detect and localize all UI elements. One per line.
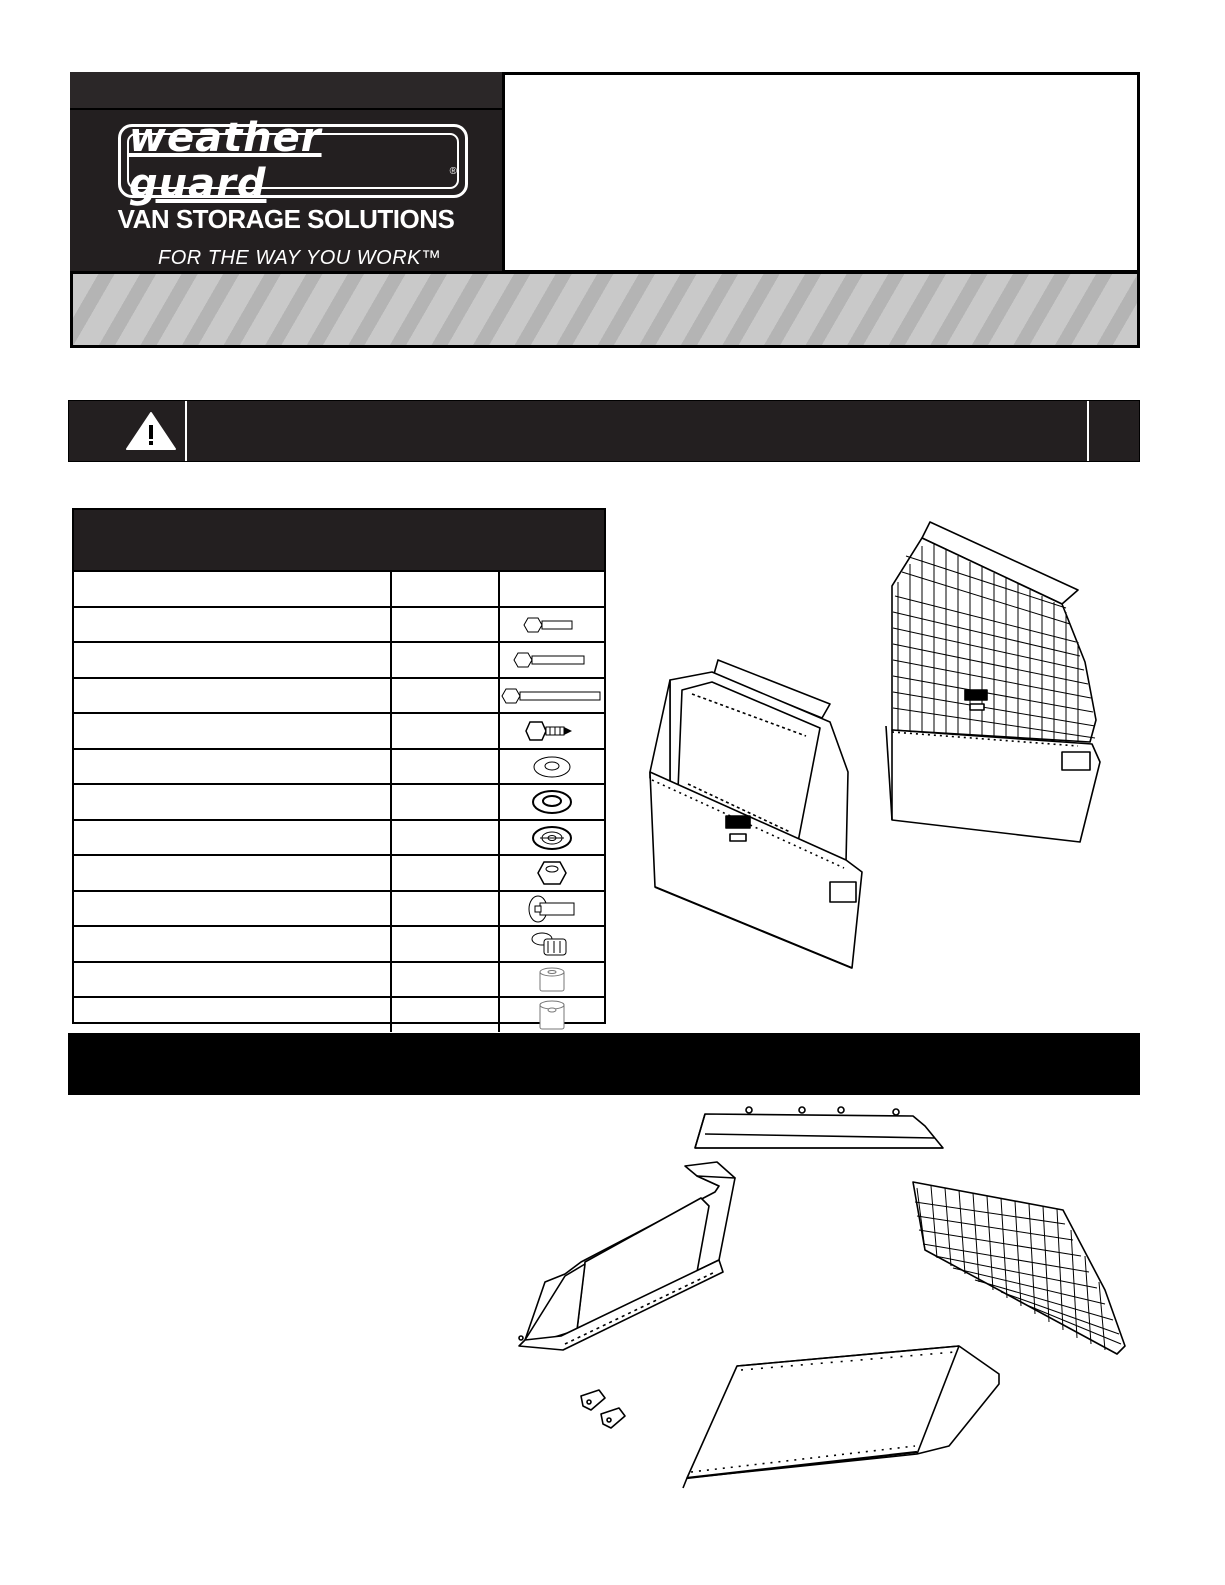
long-bolt-icon (500, 679, 604, 713)
warning-triangle-icon (69, 401, 185, 461)
hardware-image-cell (500, 750, 604, 784)
medium-bolt-icon (500, 643, 604, 677)
l-brackets-drawing (581, 1390, 625, 1428)
hardware-image-cell (500, 856, 604, 890)
mesh-side-panel-drawing (913, 1182, 1125, 1354)
window-side-panel-drawing (519, 1162, 735, 1350)
hardware-quantity-cell (392, 892, 500, 926)
bottom-panel-drawing (683, 1346, 999, 1488)
window-partition-drawing (650, 660, 862, 968)
tagline-primary: VAN STORAGE SOLUTIONS (117, 204, 455, 234)
title-box (502, 72, 1140, 273)
hardware-table-row (74, 996, 604, 1032)
registered-mark: ® (449, 166, 457, 177)
short-bolt-icon (500, 608, 604, 642)
hardware-image-cell (500, 963, 604, 997)
mesh-partition-drawing (886, 522, 1100, 842)
lock-washer-icon (500, 785, 604, 819)
hardware-image-cell (500, 572, 604, 606)
hardware-image-cell (500, 679, 604, 713)
hardware-quantity-cell (392, 572, 500, 606)
hardware-image-cell (500, 892, 604, 926)
hardware-table-row (74, 854, 604, 890)
hardware-image-cell (500, 998, 604, 1032)
hex-nut-icon (500, 856, 604, 890)
hardware-quantity-cell (392, 927, 500, 961)
flat-washer-icon (500, 750, 604, 784)
hardware-description-cell (74, 714, 392, 748)
logo-inner-frame (127, 115, 459, 207)
hardware-description-cell (74, 927, 392, 961)
star-washer-icon (500, 821, 604, 855)
section-header-bar (68, 1033, 1140, 1095)
hardware-quantity-cell (392, 679, 500, 713)
hardware-description-cell (74, 643, 392, 677)
warning-end-cell (1087, 401, 1139, 461)
tall-spacer-icon (500, 998, 604, 1032)
hardware-image-cell (500, 643, 604, 677)
hardware-table-row (74, 570, 604, 606)
hardware-description-cell (74, 998, 392, 1032)
blank-icon (500, 572, 604, 606)
hardware-image-cell (500, 927, 604, 961)
hardware-description-cell (74, 608, 392, 642)
hardware-image-cell (500, 785, 604, 819)
hardware-description-cell (74, 750, 392, 784)
hardware-table-row (74, 783, 604, 819)
hardware-image-cell (500, 714, 604, 748)
hardware-description-cell (74, 892, 392, 926)
hardware-table-row (74, 677, 604, 713)
hardware-description-cell (74, 679, 392, 713)
hardware-quantity-cell (392, 608, 500, 642)
hardware-quantity-cell (392, 785, 500, 819)
hardware-quantity-cell (392, 643, 500, 677)
hardware-table-row (74, 641, 604, 677)
hardware-table-row (74, 925, 604, 961)
tagline-secondary: FOR THE WAY YOU WORK™ (158, 247, 442, 269)
hardware-table-row (74, 712, 604, 748)
hardware-quantity-cell (392, 963, 500, 997)
hardware-table-row (74, 890, 604, 926)
logo-top-strip (70, 72, 502, 110)
hardware-table-row (74, 961, 604, 997)
hardware-description-cell (74, 963, 392, 997)
weather-guard-logo (118, 115, 468, 207)
hardware-quantity-cell (392, 998, 500, 1032)
hardware-quantity-cell (392, 856, 500, 890)
short-spacer-icon (500, 963, 604, 997)
parts-exploded-illustration (505, 1100, 1145, 1500)
warning-icon-cell (69, 401, 187, 461)
hardware-description-cell (74, 785, 392, 819)
hardware-table-header (74, 510, 604, 570)
hardware-quantity-cell (392, 714, 500, 748)
hazard-stripe-band (70, 271, 1140, 348)
hardware-quantity-cell (392, 821, 500, 855)
rivet-nut-icon (500, 927, 604, 961)
hardware-table-row (74, 819, 604, 855)
warning-bar (68, 400, 1140, 462)
flange-bolt-icon (500, 892, 604, 926)
hardware-table (72, 508, 606, 1024)
hardware-image-cell (500, 608, 604, 642)
hardware-quantity-cell (392, 750, 500, 784)
hardware-image-cell (500, 821, 604, 855)
hardware-description-cell (74, 821, 392, 855)
logo-wordmark: weather guard (129, 115, 322, 207)
assembled-partitions-illustration (630, 512, 1130, 982)
brand-logo-block (70, 72, 502, 273)
self-drilling-screw-icon (500, 714, 604, 748)
top-header-panel-drawing (695, 1107, 943, 1148)
hardware-table-row (74, 606, 604, 642)
hardware-description-cell (74, 572, 392, 606)
hardware-table-row (74, 748, 604, 784)
hardware-description-cell (74, 856, 392, 890)
